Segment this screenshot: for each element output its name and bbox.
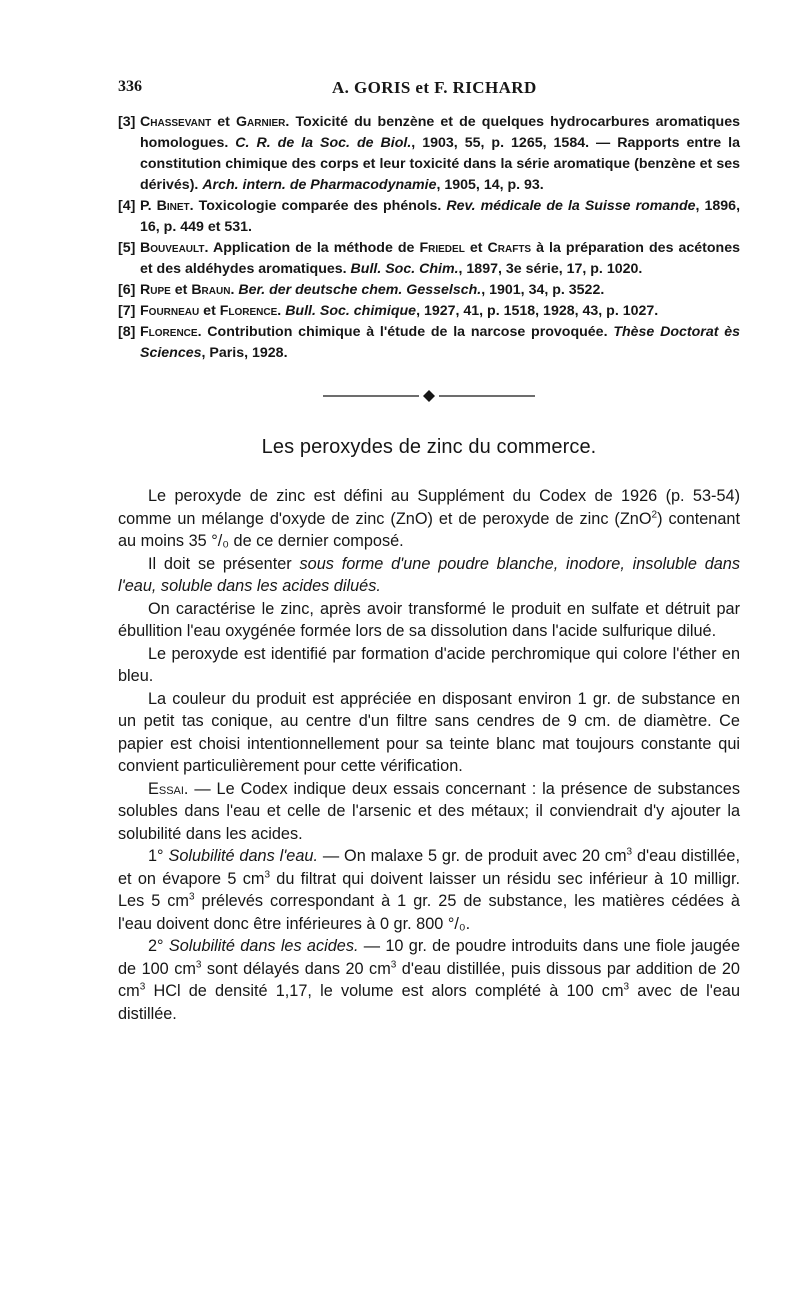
text-segment: du filtrat qui doivent laisser un résidu sec inférieur à 10 milligr. Les 5 cm	[118, 869, 740, 910]
reference-text-segment: P.	[140, 198, 157, 214]
reference-text	[140, 196, 740, 238]
text-segment: — On malaxe 5 gr. de produit avec 20 cm	[318, 847, 627, 865]
reference-author: Binet	[156, 198, 190, 214]
paragraph-definition	[118, 485, 740, 553]
reference-author: Friedel	[419, 240, 465, 256]
reference-8	[118, 322, 740, 364]
reference-journal: Ber. der deutsche chem. Gesselsch.	[238, 282, 482, 298]
reference-author: Braun	[191, 282, 231, 298]
reference-text-segment: , 1927, 41, p. 1518, 1928, 43, p. 1027.	[416, 303, 659, 319]
text-segment: prélevés correspondant à 1 gr. 25 de substance, les matières cédées à l'eau doivent donc être inférieures à 0 gr. 800 °/₀.	[118, 892, 740, 933]
page-number: 336	[118, 78, 142, 95]
reference-number: [5]	[118, 240, 136, 256]
article-body	[118, 485, 740, 1025]
reference-number: [7]	[118, 303, 136, 319]
paragraph-appearance	[118, 553, 740, 598]
superscript: 3	[188, 891, 195, 903]
superscript: 3	[390, 959, 397, 971]
reference-text-segment: . Toxicologie comparée des phénols.	[189, 198, 447, 214]
reference-author: Rupe	[140, 282, 171, 298]
reference-text-segment: et	[199, 303, 220, 319]
reference-3	[118, 112, 740, 196]
italic-text: sous forme d'une poudre blanche, inodore, insoluble dans l'eau, soluble dans les acides dilués.	[118, 554, 740, 595]
reference-journal: Bull. Soc. Chim.	[350, 261, 459, 277]
reference-text	[140, 322, 740, 364]
italic-heading: Solubilité dans les acides.	[168, 937, 359, 955]
text-segment: ) contenant au moins 35 °/₀ de ce dernier composé.	[118, 509, 740, 550]
reference-text	[140, 301, 740, 322]
reference-4	[118, 196, 740, 238]
reference-text-segment: et	[170, 282, 192, 298]
reference-7	[118, 301, 740, 322]
text-segment: Le peroxyde de zinc est défini au Supplément du Codex de 1926 (p. 53-54) comme un mélange d'oxyde de zinc (ZnO) et de peroxyde de zinc (ZnO	[118, 487, 740, 528]
superscript: 3	[195, 959, 202, 971]
text-segment: avec de l'eau distillée.	[118, 982, 741, 1023]
item-number: 2°	[148, 937, 169, 955]
text-segment: — Le Codex indique deux essais concernant : la présence de substances solubles dans l'eau et celle de l'arsenic et des métaux; il conviendrait d'y ajouter la solubilité dans les acides.	[118, 779, 740, 843]
reference-author: Crafts	[487, 240, 532, 256]
superscript: 3	[139, 981, 146, 993]
superscript: 3	[623, 981, 630, 993]
reference-text-segment: , 1905, 14, p. 93.	[436, 177, 544, 193]
paragraph-colour: La couleur du produit est appréciée en disposant environ 1 gr. de substance en un petit tas conique, au centre d'un filtre sans cendres de 9 cm. de diamètre. Ce papier est choisi intentionnellement pour sa teinte blanc mat toujours constante qui convient particulièrement pour cette vérification.	[118, 689, 740, 775]
reference-text-segment: . Contribution chimique à l'étude de la narcose provoquée.	[197, 324, 614, 340]
superscript: 3	[264, 869, 270, 881]
reference-text	[140, 238, 740, 280]
text-segment: d'eau distillée, puis dissous par addition de 20 cm	[118, 959, 740, 1000]
reference-text-segment: , 1897, 3e série, 17, p. 1020.	[458, 261, 643, 277]
italic-heading: Solubilité dans l'eau.	[168, 847, 318, 865]
reference-list	[118, 112, 740, 364]
reference-author: Fourneau	[140, 303, 200, 319]
reference-author: Florence	[140, 324, 198, 340]
text-segment: d'eau distillée, et on évapore 5 cm	[118, 847, 740, 888]
reference-number: [3]	[118, 114, 136, 130]
text-segment: Il doit se présenter	[148, 554, 300, 573]
reference-journal: Bull. Soc. chimique	[285, 303, 417, 319]
paragraph-acid-solubility	[118, 935, 740, 1025]
page	[118, 78, 740, 1025]
reference-author: Florence	[219, 303, 278, 319]
item-number: 1°	[148, 847, 169, 865]
reference-text-segment: . Toxicité du benzène et de quelques hydrocarbures aromatiques homologues.	[140, 114, 740, 151]
reference-5	[118, 238, 740, 280]
superscript: 3	[626, 846, 633, 858]
reference-text	[140, 112, 740, 196]
reference-6	[118, 280, 740, 301]
section-title: Les peroxydes de zinc du commerce.	[261, 436, 597, 458]
reference-text-segment: .	[277, 303, 286, 319]
diamond-rule-icon	[323, 386, 535, 406]
reference-author: Bouveault	[140, 240, 205, 256]
reference-text-segment: , 1903, 55, p. 1265, 1584. — Rapports entre la constitution chimique des corps et leur toxicité dans la série aromatique (benzène et ses dérivés).	[140, 135, 741, 193]
text-segment: HCl de densité 1,17, le volume est alors complété à 100 cm	[145, 982, 624, 1000]
superscript: 2	[651, 509, 658, 521]
running-title: A. GORIS et F. RICHARD	[332, 78, 537, 97]
reference-text-segment: .	[230, 282, 239, 298]
reference-journal: Rev. médicale de la Suisse romande	[446, 198, 696, 214]
reference-journal: Thèse Doctorat ès Sciences	[140, 324, 741, 361]
paragraph-water-solubility	[118, 845, 740, 935]
reference-text-segment: à la préparation des acétones et des aldéhydes aromatiques.	[140, 240, 741, 277]
reference-text	[140, 280, 740, 301]
small-caps-label: Essai.	[148, 779, 189, 798]
paragraph-zinc: On caractérise le zinc, après avoir transformé le produit en sulfate et détruit par ébullition l'eau oxygénée formée lors de sa dissolution dans l'acide sulfurique dilué.	[118, 599, 740, 640]
reference-author: Garnier	[236, 114, 286, 130]
reference-text-segment: et	[464, 240, 488, 256]
section-divider	[118, 386, 740, 406]
reference-number: [4]	[118, 198, 136, 214]
paragraph-essai	[118, 778, 740, 846]
running-head	[118, 78, 740, 100]
text-segment: — 10 gr. de poudre introduits dans une fiole jaugée de 100 cm	[118, 937, 740, 978]
reference-number: [6]	[118, 282, 136, 298]
reference-text-segment: , 1896, 16, p. 449 et 531.	[140, 198, 741, 235]
text-segment: sont délayés dans 20 cm	[201, 959, 391, 978]
reference-text-segment: , 1901, 34, p. 3522.	[481, 282, 605, 298]
paragraph-peroxide: Le peroxyde est identifié par formation d'acide perchromique qui colore l'éther en bleu.	[118, 644, 740, 685]
reference-text-segment: , Paris, 1928.	[201, 345, 288, 361]
reference-text-segment: . Application de la méthode de	[204, 240, 420, 256]
reference-journal: Arch. intern. de Pharmacodynamie	[202, 177, 437, 193]
reference-journal: C. R. de la Soc. de Biol.	[235, 135, 412, 151]
reference-number: [8]	[118, 324, 136, 340]
reference-text-segment: et	[211, 114, 237, 130]
reference-author: Chassevant	[140, 114, 212, 130]
